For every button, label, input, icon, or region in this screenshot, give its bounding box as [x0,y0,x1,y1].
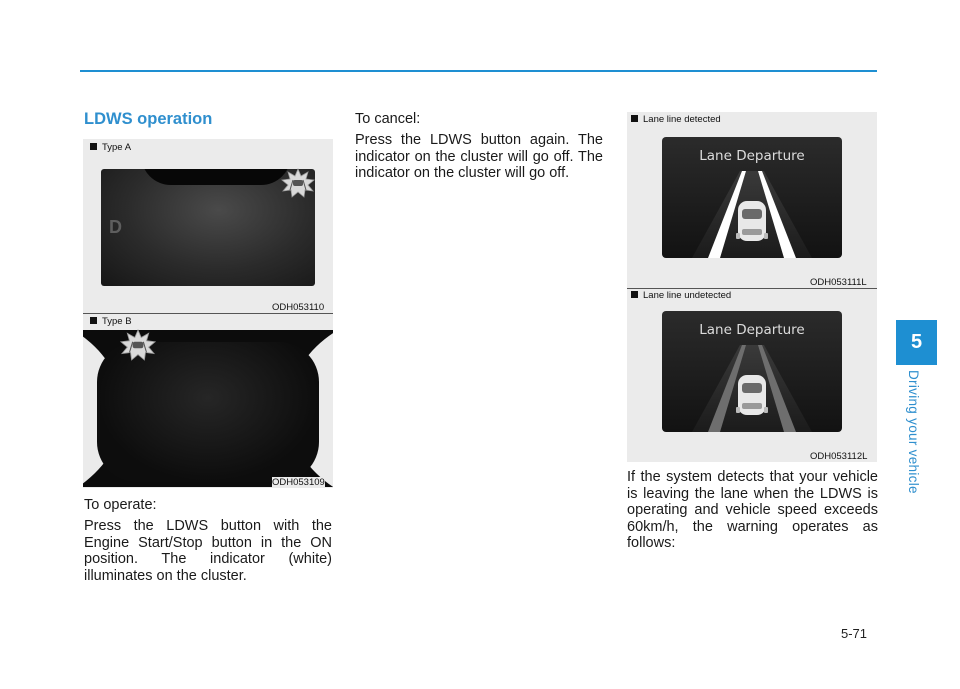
chapter-title: Driving your vehicle [906,370,921,494]
lane-detected-illustration [662,171,842,258]
cluster-display-title: Lane Departure [699,148,805,164]
operate-body: Press the LDWS button with the Engine Start/Stop button in the ON position. The indicator (white) illuminates on the cluster. [84,518,332,584]
figure-label-type-a: Type A [90,142,131,153]
square-bullet-icon [90,143,97,150]
section-title: LDWS operation [84,110,213,128]
figure-label-type-b: Type B [90,316,132,327]
cluster-display-title: Lane Departure [699,322,805,338]
figure-divider [83,313,333,314]
cluster-display-lane-detected [662,137,842,258]
figure-code-lane-detected: ODH053111L [810,277,867,288]
operate-heading: To operate: [84,497,157,513]
header-rule [80,70,877,72]
square-bullet-icon [90,317,97,324]
figure-label-lane-detected: Lane line detected [631,114,721,125]
cancel-body: Press the LDWS button again. The indicator on the cluster will go off. The indicator on the cluster will go off. [355,132,603,181]
figure-label-lane-undetected: Lane line undetected [631,290,731,301]
page-number: 5-71 [841,626,868,641]
figure-code-type-b: ODH053109 [272,477,325,488]
chapter-number-tab: 5 [896,320,937,365]
square-bullet-icon [631,115,638,122]
detect-body: If the system detects that your vehicle is leaving the lane when the LDWS is operating and vehicle speed exceeds 60km/h, the warning operates as follows: [627,469,878,551]
figure-code-type-a: ODH053110 [272,302,325,313]
cancel-heading: To cancel: [355,111,421,127]
figure-code-lane-undetected: ODH053112L [810,451,868,462]
figure-divider [627,288,877,289]
lane-undetected-illustration [662,345,842,432]
lane-departure-indicator-icon [281,168,315,198]
lane-departure-indicator-icon [118,329,158,361]
car-icon [736,375,768,415]
car-icon [736,201,768,241]
square-bullet-icon [631,291,638,298]
cluster-display-lane-undetected [662,311,842,432]
gear-indicator: D [109,217,122,237]
